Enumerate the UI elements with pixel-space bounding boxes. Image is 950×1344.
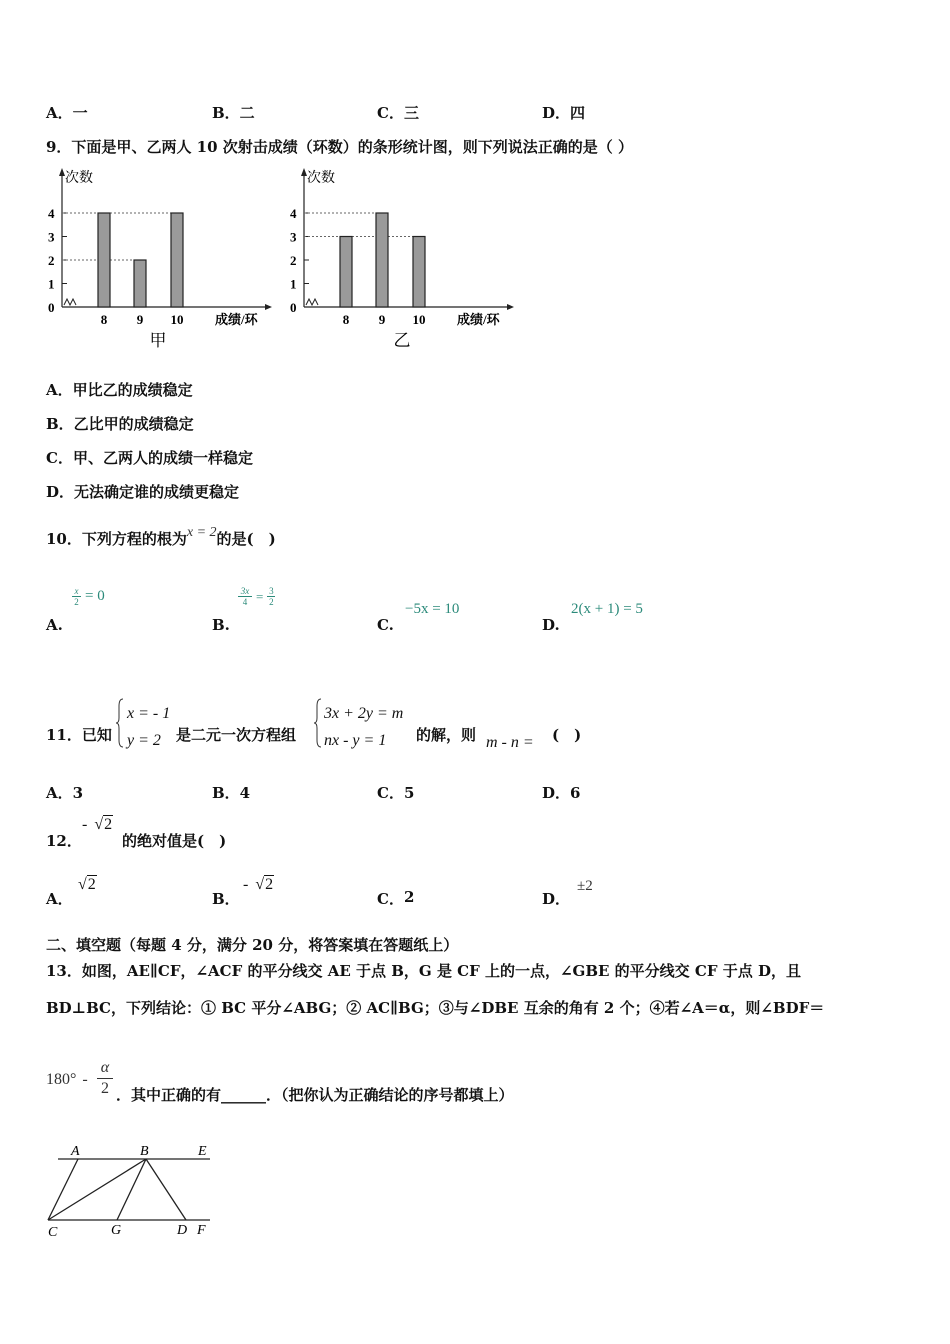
q10-label-c: C. [377, 616, 394, 634]
x-axis-arrow [265, 304, 272, 310]
bar-10 [171, 213, 183, 307]
q10-label-a: A. [46, 616, 63, 634]
q12-prefix: 12． [46, 832, 82, 850]
q11-paren: ( ) [552, 726, 582, 744]
q10-a-num: x [74, 586, 79, 596]
y-axis-label: 次数 [307, 171, 335, 186]
q10-stem-suffix: 的是( ) [216, 530, 276, 548]
q13-line-2: BD⊥BC，下列结论：① BC 平分∠ABG；② AC∥BG；③与∠DBE 互余的角有 2 个；④若∠A＝α，则∠BDF＝ [46, 999, 825, 1017]
q10-option-b [238, 586, 275, 607]
y-tick-label: 3 [48, 229, 55, 245]
bar-8 [340, 237, 352, 308]
q9-option-a: A．甲比乙的成绩稳定 [46, 381, 193, 399]
label-a: A [71, 1144, 80, 1159]
q13-fraction [97, 1058, 113, 1099]
x-axis-label: 成绩/环 [457, 312, 500, 327]
bar-9 [376, 213, 388, 307]
q11-sys1-line1: x = - 1 [127, 705, 171, 722]
q13-frac-den: 2 [101, 1080, 109, 1097]
y-tick-label: 3 [290, 229, 297, 245]
y-tick-label: 2 [290, 253, 297, 268]
q12-a-rad: 2 [87, 876, 96, 893]
y-tick-label: 4 [48, 206, 55, 221]
q11-sys2-line1: 3x + 2y = m [324, 705, 404, 722]
chart-title: 甲 [149, 331, 167, 350]
label-e: E [198, 1144, 207, 1159]
q8-option-c: C．三 [377, 104, 419, 122]
q11-option-b: B．4 [212, 784, 251, 802]
chart-jia [40, 162, 280, 352]
q11-brace-1 [116, 698, 124, 748]
q10-stem-prefix: 10．下列方程的根为 [46, 530, 187, 548]
q9-option-b: B．乙比甲的成绩稳定 [46, 415, 194, 433]
axis-break [64, 299, 76, 305]
q13-frac-num: α [100, 1059, 110, 1076]
q10-stem [46, 525, 276, 549]
q13-tail: ．其中正确的有______．（把你认为正确结论的序号都填上） [116, 1086, 514, 1104]
q12-b-rad: 2 [265, 876, 274, 893]
q12-b-minus: - [243, 876, 249, 893]
y-tick-label: 0 [290, 300, 297, 315]
chart-yi [282, 162, 522, 352]
q9-option-d: D．无法确定谁的成绩更稳定 [46, 483, 240, 501]
q12-label-d: D． [542, 890, 571, 908]
q13-formula [46, 1071, 88, 1089]
x-tick-label: 9 [378, 312, 386, 327]
q12-option-a: √2 [78, 876, 96, 893]
q10-root: x = 2 [186, 525, 217, 540]
q10-option-d: 2(x + 1) = 5 [571, 601, 643, 617]
bar-8 [98, 213, 110, 307]
chart-title: 乙 [393, 331, 411, 350]
q8-option-d: D．四 [542, 104, 586, 122]
q10-label-b: B. [212, 616, 230, 634]
q11-sys2-line2: nx - y = 1 [324, 732, 387, 749]
q11-prefix: 11．已知 [46, 726, 112, 744]
q13-line-1: 13．如图，AE∥CF，∠ACF 的平分线交 AE 于点 B，G 是 CF 上的一点，∠GBE 的平分线交 CF 于点 D，且 [46, 962, 801, 980]
q12-option-c: 2 [404, 888, 415, 906]
x-tick-label: 10 [412, 312, 426, 327]
q13-figure [40, 1140, 230, 1242]
q11-suffix: 的解，则 [416, 726, 477, 744]
axis-break [306, 299, 318, 305]
q11-middle: 是二元一次方程组 [176, 726, 297, 744]
bar-10 [413, 237, 425, 308]
q12-option-d: ±2 [577, 878, 593, 894]
q11-brace-2 [314, 698, 322, 748]
segment-bd [146, 1159, 186, 1220]
label-f: F [197, 1223, 206, 1238]
q10-b-lden: 4 [242, 597, 248, 607]
y-tick-label: 2 [48, 253, 55, 268]
q11-option-d: D．6 [542, 784, 581, 802]
y-tick-label: 0 [48, 300, 55, 315]
label-g: G [111, 1223, 122, 1238]
label-d: D [177, 1223, 188, 1238]
q12-minus: - [82, 816, 88, 833]
q11-option-a: A．3 [46, 784, 84, 802]
label-c: C [48, 1225, 58, 1240]
q12-label-c: C． [377, 890, 404, 908]
y-tick-label: 4 [290, 206, 297, 221]
q11-system-2 [324, 700, 403, 754]
q10-b-lnum: 3x [240, 586, 250, 596]
q11-expr: m - n = [486, 734, 534, 751]
q9-option-c: C．甲、乙两人的成绩一样稳定 [46, 449, 253, 467]
q13-minus: - [82, 1071, 88, 1088]
q8-option-b: B．二 [212, 104, 255, 122]
q9-stem: 9．下面是甲、乙两人 10 次射击成绩（环数）的条形统计图，则下列说法正确的是（ ） [46, 138, 633, 156]
q12-suffix: 的绝对值是( ) [122, 832, 227, 850]
q10-label-d: D. [542, 616, 560, 634]
q12-label-b: B． [212, 890, 240, 908]
x-tick-label: 8 [100, 312, 108, 327]
q12-neg-sqrt: - √2 [82, 816, 113, 833]
q12-option-b: - √2 [243, 876, 274, 893]
q12-radicand: 2 [104, 816, 113, 833]
x-tick-label: 8 [342, 312, 350, 327]
q13-deg: 180° [46, 1071, 77, 1088]
q11-option-c: C．5 [377, 784, 415, 802]
x-tick-label: 10 [170, 312, 184, 327]
section-2-title: 二、填空题（每题 4 分，满分 20 分，将答案填在答题纸上） [46, 936, 459, 954]
x-axis-label: 成绩/环 [215, 312, 258, 327]
x-axis-arrow [507, 304, 514, 310]
q10-option-a [72, 586, 105, 607]
y-axis-label: 次数 [65, 171, 93, 186]
q11-system-1 [127, 700, 170, 754]
q8-option-a: A．一 [46, 104, 88, 122]
q10-option-c: −5x = 10 [405, 601, 460, 617]
q10-a-rhs: = 0 [85, 588, 105, 604]
y-tick-label: 1 [48, 276, 55, 292]
y-tick-label: 1 [290, 276, 297, 292]
q10-a-den: 2 [74, 597, 79, 607]
q11-sys1-line2: y = 2 [127, 732, 161, 749]
q12-label-a: A． [46, 890, 73, 908]
q10-b-rden: 2 [269, 597, 274, 607]
x-tick-label: 9 [136, 312, 144, 327]
q10-b-eq: = [256, 588, 264, 604]
bar-9 [134, 260, 146, 307]
label-b: B [140, 1144, 149, 1159]
q10-b-rnum: 3 [269, 586, 274, 596]
